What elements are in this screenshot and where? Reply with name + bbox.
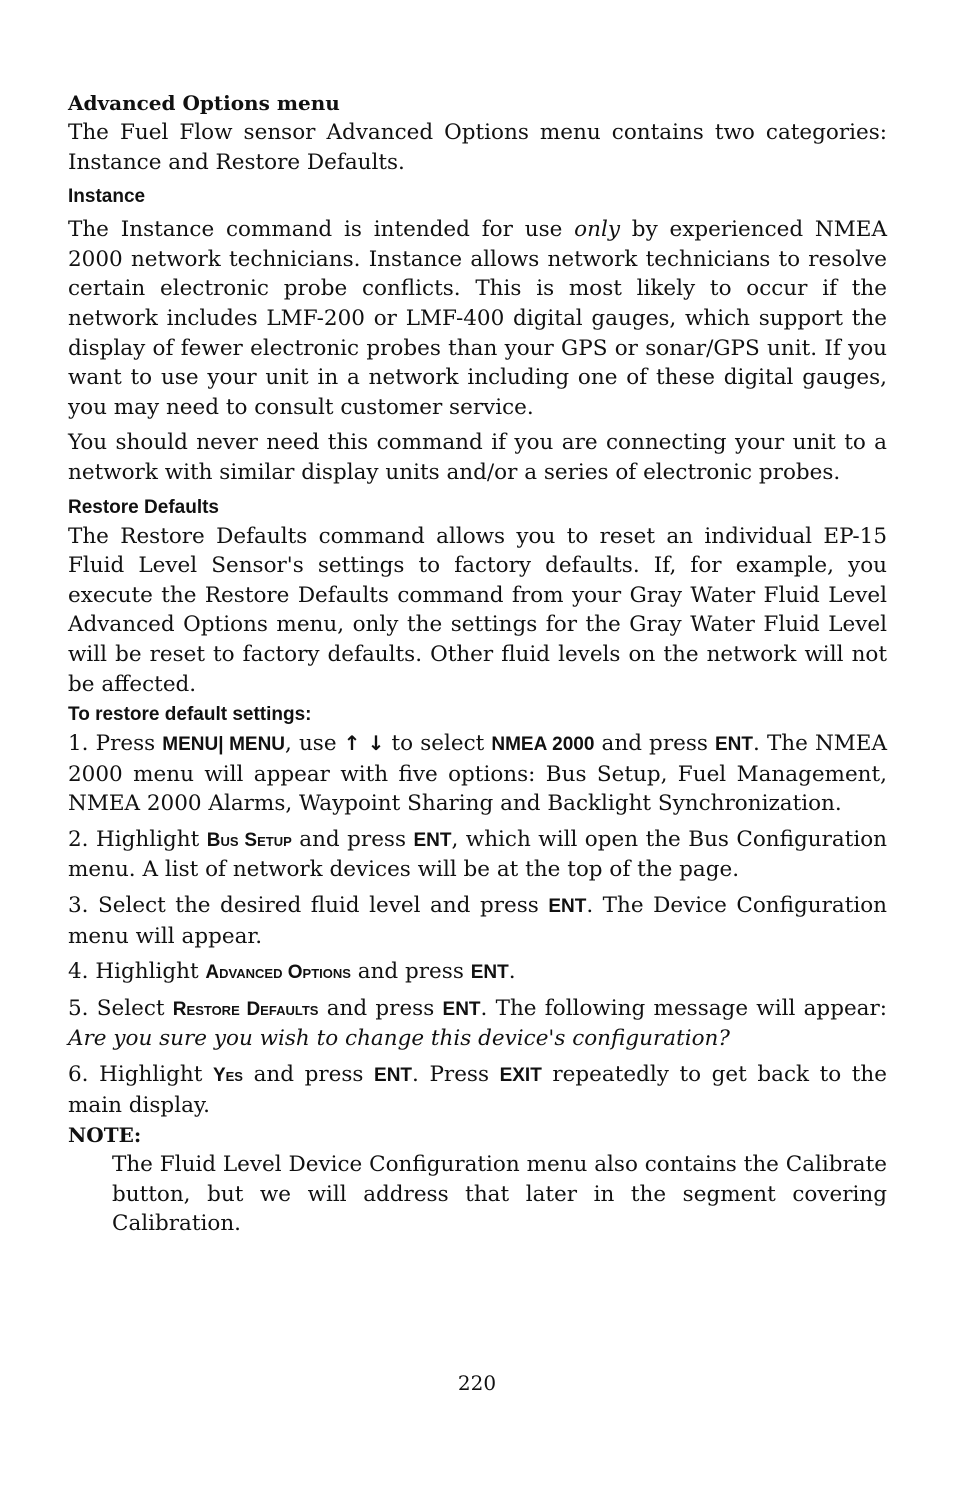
key-exit: EXIT [499, 1065, 542, 1087]
page-number: 220 [457, 1371, 497, 1395]
step-6-text-b: and press [242, 1062, 375, 1088]
restore-heading: Restore Defaults [68, 496, 219, 518]
key-nmea-2000: NMEA 2000 [491, 734, 595, 756]
instance-paragraph-2: You should never need this command if you are connecting your unit to a network with similar display units and/or a series of electronic probes. [68, 430, 887, 485]
step-1-text-c: to select [384, 731, 492, 757]
up-down-arrows-icon: ↑ ↓ [343, 731, 385, 756]
step-3-text-a: 3. Select the desired fluid level and press [68, 893, 549, 919]
step-4-text-c: . [508, 959, 516, 985]
step-2-text-c: , which will open the Bus Configuration menu. A list of network devices will be at the top of the page. [68, 826, 888, 883]
step-5-text-a: 5. Select [68, 995, 173, 1021]
restore-paragraph: The Restore Defaults command allows you to reset an individual EP-15 Fluid Level Sensor's settings to factory defaults. If, for example, you execute the Restore Defaults command from your Gray Water Fluid Level Advanced Options menu, only the settings for the Gray Water Fluid Level will be reset to factory defaults. Other fluid levels on the network will not be affected. [68, 523, 887, 697]
step-4-text-a: 4. Highlight [68, 959, 206, 985]
confirmation-message: Are you sure you wish to change this device's configuration? [68, 1026, 730, 1052]
menu-restore-defaults: Restore Defaults [172, 998, 319, 1020]
step-6-text-d: repeatedly to get back to the main display. [68, 1062, 887, 1118]
step-6-text-c: . Press [412, 1062, 500, 1088]
instance-p1-before: The Instance command is intended for use [68, 217, 575, 243]
key-menu-menu: MENU| MENU [162, 734, 286, 756]
step-6-text-a: 6. Highlight [68, 1062, 213, 1088]
menu-bus-setup: Bus Setup [206, 829, 292, 851]
step-1-text-d: and press [594, 731, 715, 757]
step-5-text-b: and press [318, 995, 443, 1021]
step-2 [68, 825, 887, 885]
key-ent: ENT [470, 962, 509, 984]
step-5-text-c: . The following message will appear: [480, 995, 888, 1021]
step-3 [68, 891, 887, 951]
intro-paragraph: The Fuel Flow sensor Advanced Options menu contains two categories: Instance and Restore Defaults. [68, 120, 887, 175]
page-content [68, 88, 887, 1245]
step-4 [68, 957, 887, 988]
note-body: The Fluid Level Device Configuration menu also contains the Calibrate button, but we will address that later in the segment covering Calibration. [112, 1152, 887, 1237]
step-2-text-b: and press [291, 826, 414, 852]
step-1-text-b: , use [285, 731, 344, 757]
instance-p1-after: by experienced NMEA 2000 network technicians. Instance allows network technicians to resolve certain electronic probe conflicts. This is most likely to occur if the network includes LMF-200 or LMF-400 digital gauges, which support the display of fewer electronic probes than your GPS or sonar/GPS unit. If you want to use your unit in a network including one of these digital gauges, you may need to consult customer service. [68, 217, 887, 420]
step-5 [68, 994, 887, 1054]
instance-paragraph-1 [68, 215, 887, 422]
key-ent: ENT [413, 829, 452, 851]
step-2-text-a: 2. Highlight [68, 826, 207, 852]
instance-p1-emphasis: only [574, 217, 620, 243]
note-label: NOTE: [68, 1123, 142, 1148]
key-ent: ENT [374, 1065, 413, 1087]
step-6 [68, 1060, 887, 1120]
menu-yes: Yes [212, 1065, 243, 1087]
step-3-text-b: . The Device Configuration menu will appear. [68, 893, 887, 949]
step-4-text-b: and press [350, 959, 471, 985]
section-title: Advanced Options menu [68, 91, 340, 115]
key-ent: ENT [442, 998, 481, 1020]
key-ent: ENT [715, 734, 753, 756]
key-ent: ENT [548, 896, 587, 918]
procedure-heading: To restore default settings: [68, 704, 312, 726]
step-1-text-e: . The NMEA 2000 menu will appear with five options: Bus Setup, Fuel Management, NMEA 2000 Alarms, Waypoint Sharing and Backlight Synchronization. [68, 731, 888, 817]
instance-heading: Instance [68, 186, 146, 208]
step-1-text-a: 1. Press [68, 731, 163, 757]
step-1 [68, 729, 887, 819]
menu-advanced-options: Advanced Options [205, 962, 351, 984]
